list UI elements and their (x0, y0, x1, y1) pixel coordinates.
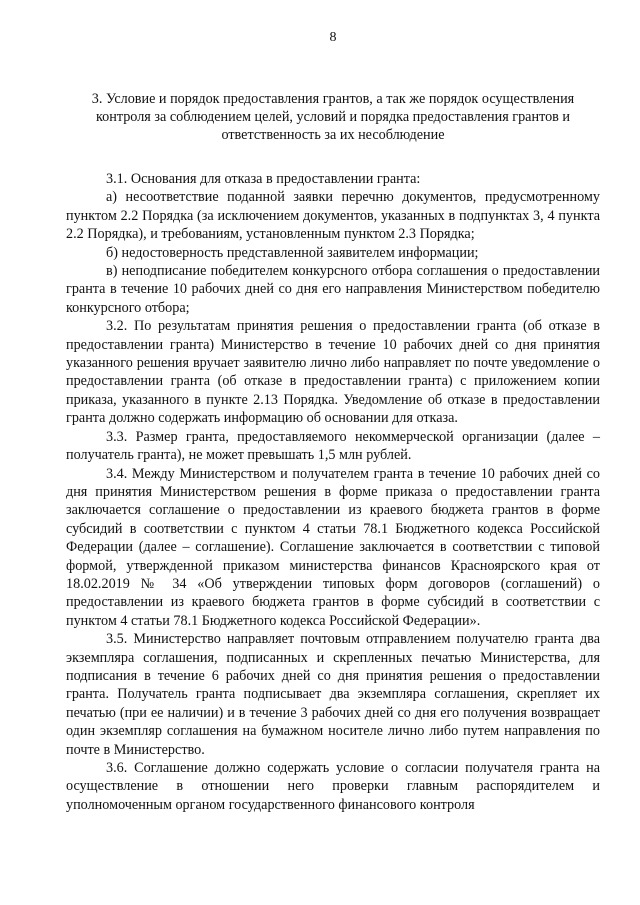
page-number: 8 (329, 30, 337, 45)
paragraph-3-5: 3.5. Министерство направляет почтовым отправлением получателю гранта два экземпляра соглашения, подписанных и скрепленных печатью Министерства, для подписания в течение 6 рабочих дней со дня принятия решения о предоставлении гранта. Получатель гранта подписывает два экземпляра соглашения, скрепляет их печатью (при ее наличии) и в течение 3 рабочих дней со дня его получения возвращает один экземпляр соглашения на бумажном носителе лично либо путем направления по почте в Министерство. (66, 631, 600, 758)
paragraph-3-1-b: б) недостоверность представленной заявителем информации; (106, 244, 479, 261)
paragraph-3-2: 3.2. По результатам принятия решения о предоставлении гранта (об отказе в предоставлении гранта) Министерство в течение 10 рабочих дней со дня принятия указанного решения вручает заявителю лично либо направляет по почте уведомление о предоставлении гранта (об отказе в предоставлении гранта) с приложением копии приказа, указанного в пункте 2.13 Порядка. Уведомление об отказе в предоставлении гранта должно содержать информацию об основании для отказа. (66, 318, 600, 427)
paragraph-3-3: 3.3. Размер гранта, предоставляемого некоммерческой организации (далее – получатель гранта), не может превышать 1,5 млн рублей. (66, 428, 600, 464)
paragraph-3-1-a: а) несоответствие поданной заявки перечню документов, предусмотренному пунктом 2.2 Порядка (за исключением документов, указанных в подпунктах 3, 4 пункта 2.2 Порядка), и требованиям, установленным пунктом 2.3 Порядка; (66, 189, 600, 243)
document-body (66, 170, 600, 814)
section-title: 3. Условие и порядок предоставления грантов, а так же порядок осуществления контроля за соблюдением целей, условий и порядка предоставления грантов и ответственность за их несоблюдение (91, 91, 575, 143)
paragraph-3-1-v: в) неподписание победителем конкурсного отбора соглашения о предоставлении гранта в течение 10 рабочих дней со дня его направления Министерством победителю конкурсного отбора; (66, 263, 600, 316)
paragraph-3-1: 3.1. Основания для отказа в предоставлении гранта: (106, 171, 421, 187)
paragraph-3-4: 3.4. Между Министерством и получателем гранта в течение 10 рабочих дней со дня принятия Министерством решения в форме приказа о предоставлении гранта заключается соглашение о предоставлении из краевого бюджета грантов в форме субсидий в соответствии с пунктом 4 статьи 78.1 Бюджетного кодекса Российской Федерации (далее – соглашение). Соглашение заключается в соответствии с типовой формой, утвержденной приказом министерства финансов Красноярского края от 18.02.2019 № 34 «Об утверждении типовых форм договоров (соглашений) о предоставлении из краевого бюджета грантов в форме субсидий в соответствии с пунктом 4 статьи 78.1 Бюджетного кодекса Российской Федерации». (66, 465, 600, 629)
paragraph-3-6: 3.6. Соглашение должно содержать условие о согласии получателя гранта на осуществление в отношении него проверки главным распорядителем и уполномоченным органом государственного финансового контроля (66, 760, 600, 813)
